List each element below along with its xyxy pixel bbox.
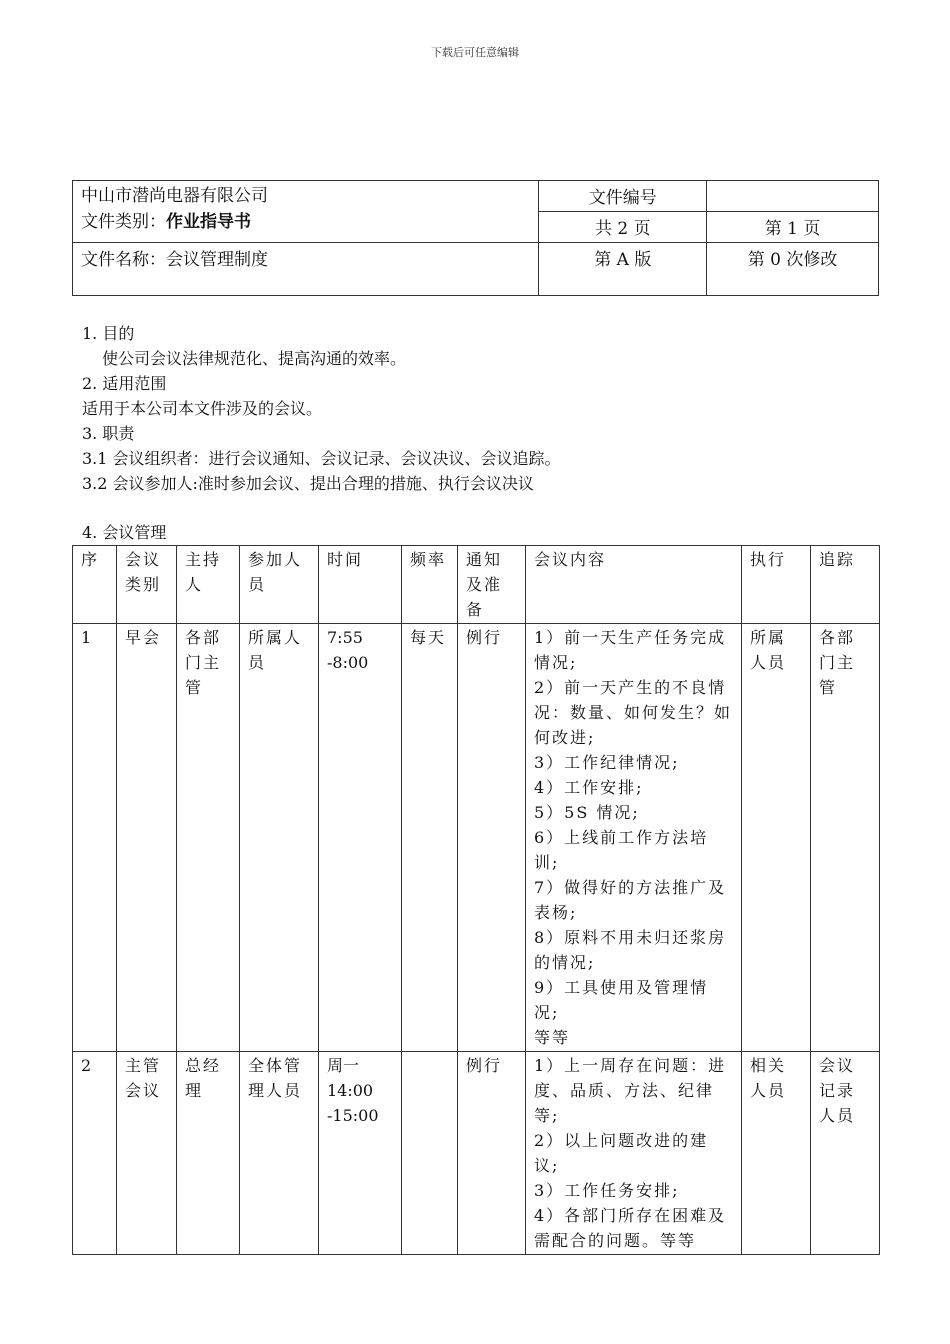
meeting-content	[526, 624, 742, 1052]
meeting-attendees: 全体管理人员	[240, 1052, 319, 1255]
header-cell: 参加人员	[240, 546, 319, 624]
time-line: -8:00	[327, 653, 369, 672]
section-1-body: 使公司会议法律规范化、提高沟通的效率。	[102, 349, 407, 368]
document-header-table	[72, 180, 879, 296]
content-item: 2）以上问题改进的建议;	[534, 1131, 709, 1175]
section-3-title: 3. 职责	[82, 424, 135, 443]
header-cell: 执行	[742, 546, 811, 624]
header-cell: 主持人	[177, 546, 240, 624]
time-line: 14:00	[327, 1081, 374, 1100]
meeting-executor: 所属人员	[742, 624, 811, 1052]
time-line: 7:55	[327, 628, 363, 647]
content-item: 5）5S 情况;	[534, 803, 640, 822]
meeting-tracker: 会议记录人员	[811, 1052, 880, 1255]
header-cell: 序	[73, 546, 117, 624]
table-row	[73, 1052, 880, 1255]
content-item: 9）工具使用及管理情况;	[534, 978, 709, 1022]
revision: 第 0 次修改	[707, 243, 879, 296]
header-cell: 会议类别	[117, 546, 177, 624]
meeting-time	[319, 624, 402, 1052]
content-item: 等等	[534, 1028, 571, 1047]
page-note: 下载后可任意编辑	[431, 46, 519, 59]
meeting-frequency: 每天	[402, 624, 458, 1052]
doc-no-label: 文件编号	[539, 181, 707, 212]
version: 第 A 版	[539, 243, 707, 296]
meeting-type: 早会	[117, 624, 177, 1052]
row-number: 2	[73, 1052, 117, 1255]
table-row	[73, 624, 880, 1052]
content-item: 4）各部门所存在困难及需配合的问题。等等	[534, 1206, 727, 1250]
category-line	[81, 209, 530, 235]
meeting-host: 各部门主管	[177, 624, 240, 1052]
header-cell: 时间	[319, 546, 402, 624]
table-header-row	[73, 546, 880, 624]
meeting-type: 主管会议	[117, 1052, 177, 1255]
section-1-title: 1. 目的	[82, 324, 135, 343]
section-2-title: 2. 适用范围	[82, 374, 167, 393]
row-number: 1	[73, 624, 117, 1052]
category-label: 文件类别：	[81, 212, 166, 232]
time-line: 周一	[327, 1056, 360, 1075]
meeting-frequency	[402, 1052, 458, 1255]
content-item: 4）工作安排;	[534, 778, 644, 797]
category-value: 作业指导书	[166, 212, 251, 232]
header-cell: 频率	[402, 546, 458, 624]
section-4-title: 4. 会议管理	[82, 523, 167, 542]
meeting-table	[72, 545, 880, 1255]
section-3-2: 3.2 会议参加人:准时参加会议、提出合理的措施、执行会议决议	[82, 474, 534, 493]
meeting-tracker: 各部门主管	[811, 624, 880, 1052]
meeting-time	[319, 1052, 402, 1255]
page-number: 第 1 页	[707, 212, 879, 243]
doc-name: 文件名称：会议管理制度	[73, 243, 539, 296]
meeting-notice: 例行	[458, 1052, 526, 1255]
time-line: -15:00	[327, 1106, 379, 1125]
doc-no-value	[707, 181, 879, 212]
content-item: 7）做得好的方法推广及表杨;	[534, 878, 727, 922]
meeting-notice: 例行	[458, 624, 526, 1052]
content-item: 6）上线前工作方法培训;	[534, 828, 709, 872]
meeting-attendees: 所属人员	[240, 624, 319, 1052]
content-item: 8）原料不用未归还浆房的情况;	[534, 928, 727, 972]
header-cell: 通知及准备	[458, 546, 526, 624]
company-cell	[73, 181, 539, 243]
content-item: 1）上一周存在问题：进度、品质、方法、纪律等;	[534, 1056, 727, 1125]
meeting-content	[526, 1052, 742, 1255]
company-name: 中山市潜尚电器有限公司	[81, 186, 268, 206]
content-item: 3）工作纪律情况;	[534, 753, 680, 772]
meeting-host: 总经理	[177, 1052, 240, 1255]
total-pages: 共 2 页	[539, 212, 707, 243]
section-2-body: 适用于本公司本文件涉及的会议。	[82, 399, 323, 418]
header-cell: 会议内容	[526, 546, 742, 624]
content-item: 3）工作任务安排;	[534, 1181, 680, 1200]
content-item: 1）前一天生产任务完成情况;	[534, 628, 727, 672]
section-3-1: 3.1 会议组织者：进行会议通知、会议记录、会议决议、会议追踪。	[82, 449, 561, 468]
meeting-executor: 相关人员	[742, 1052, 811, 1255]
header-cell: 追踪	[811, 546, 880, 624]
content-item: 2）前一天产生的不良情况：数量、如何发生？如何改进;	[534, 678, 733, 747]
